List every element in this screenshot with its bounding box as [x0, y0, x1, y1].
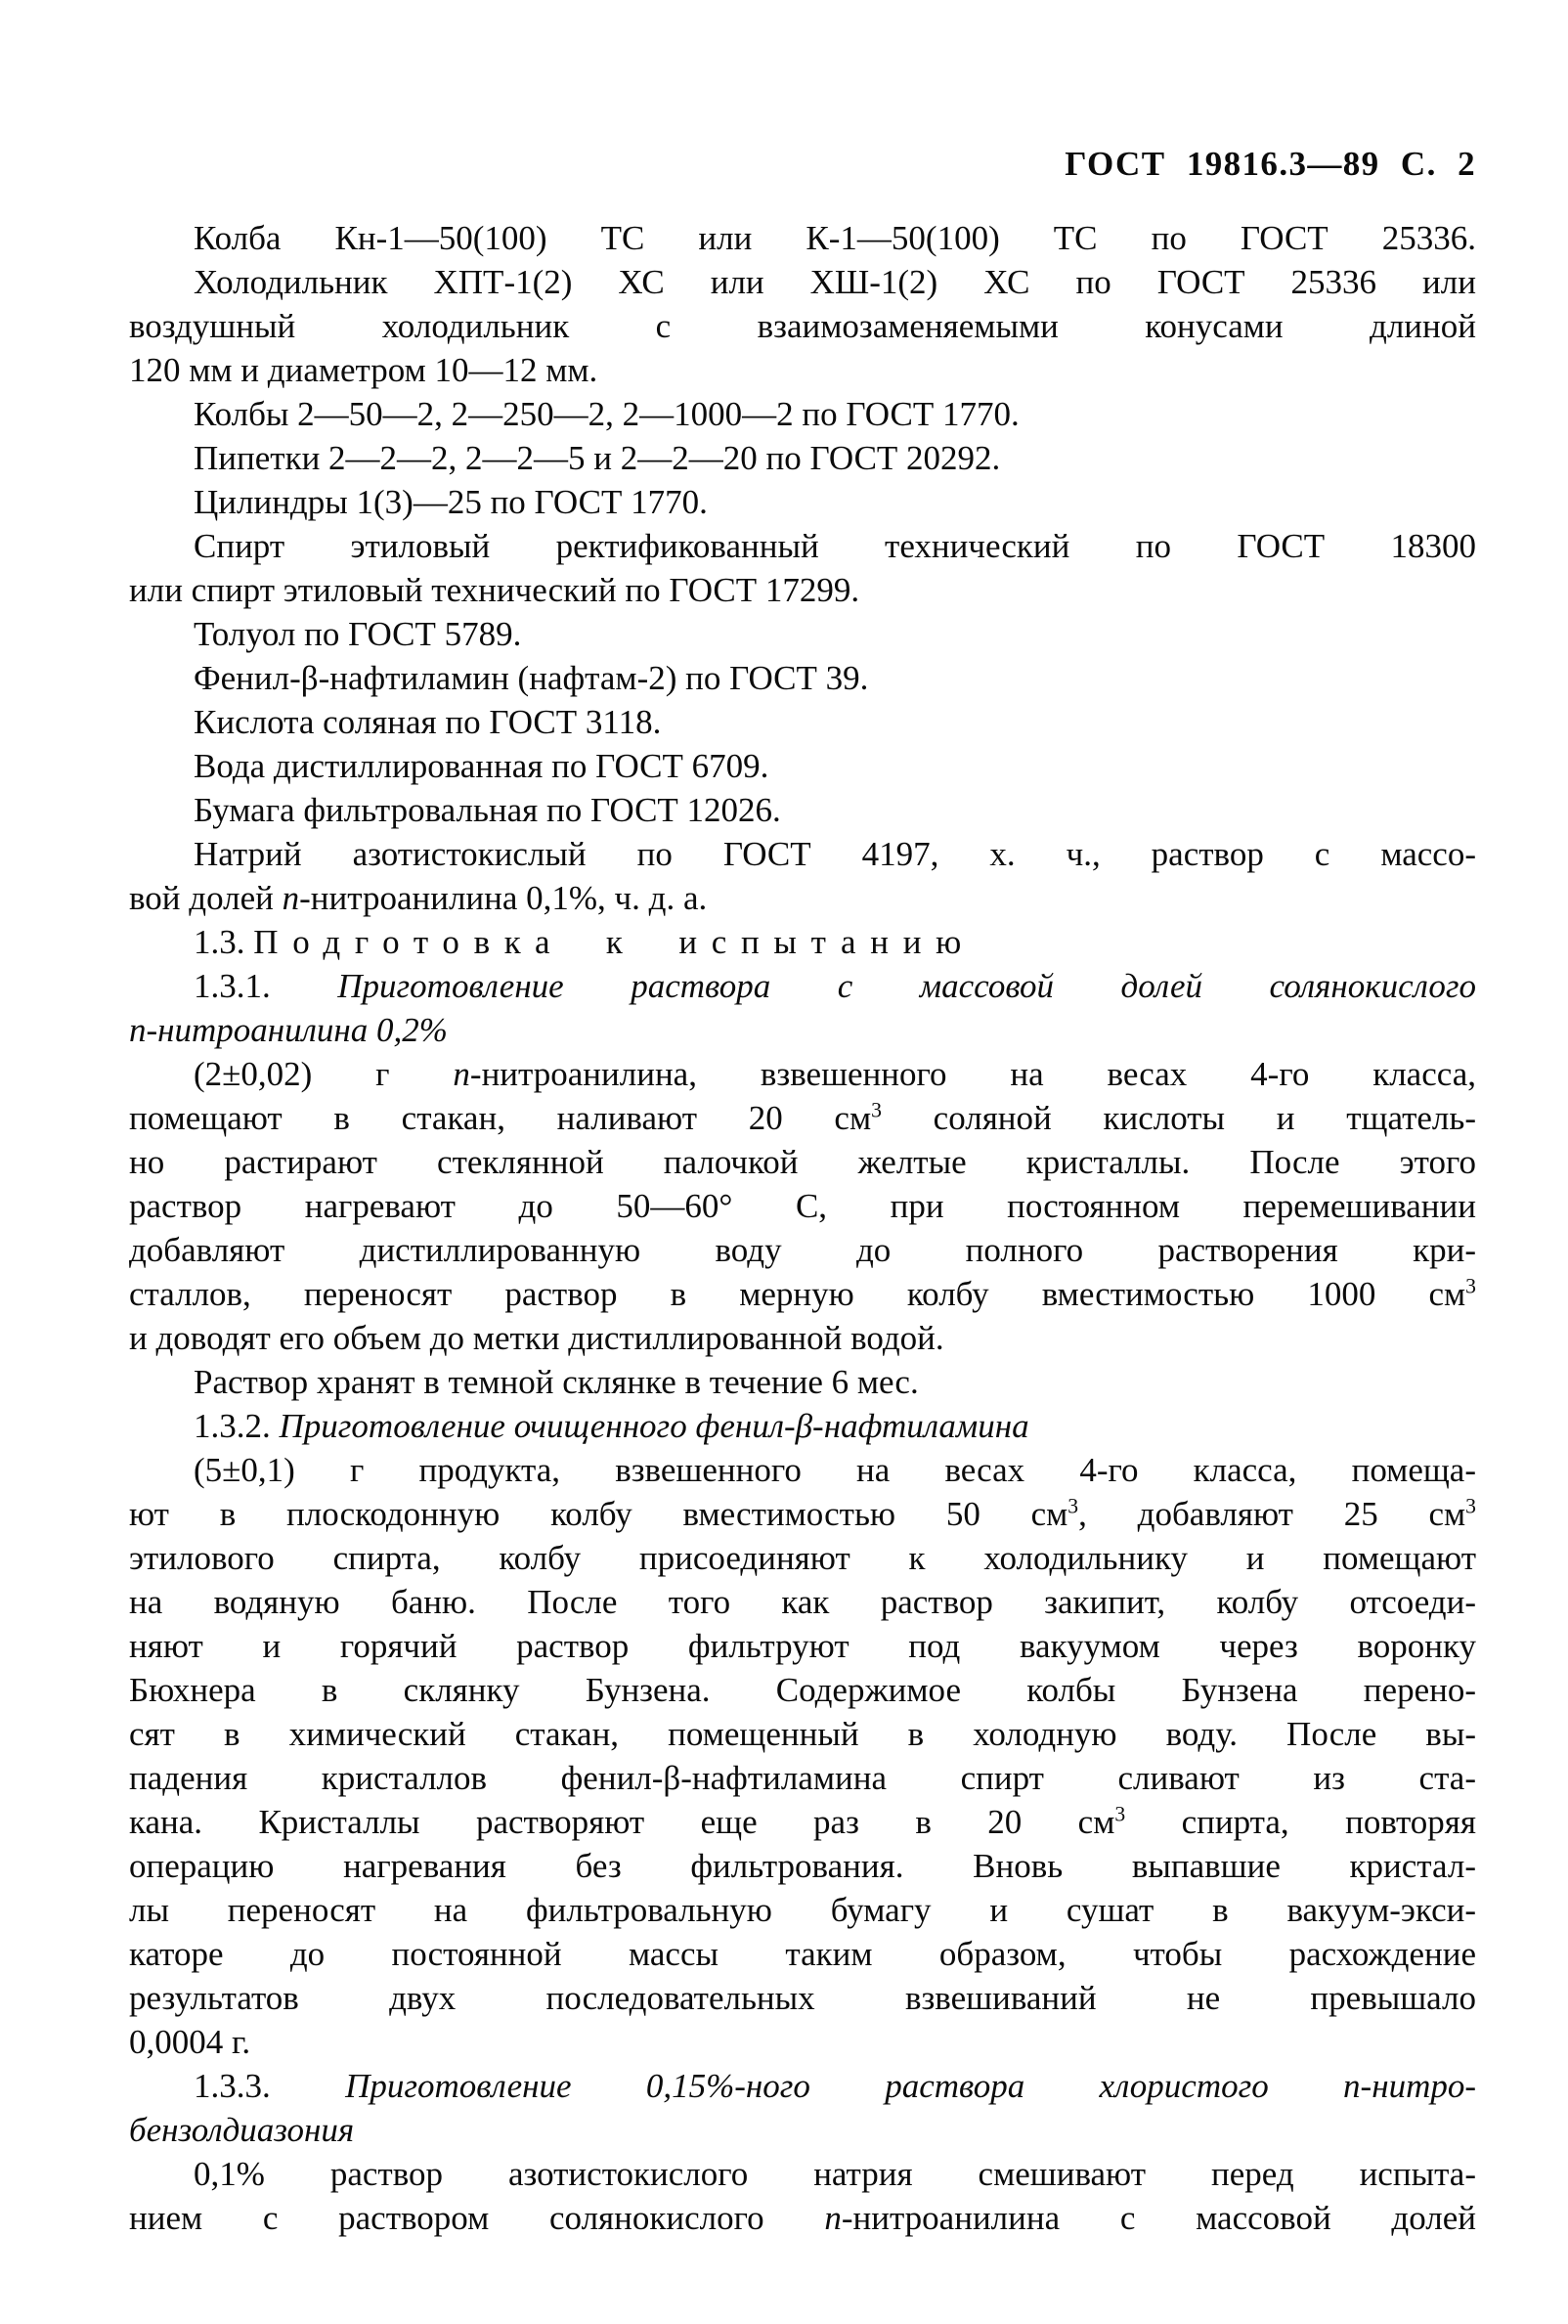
- text-segment: п: [282, 879, 300, 917]
- text-segment: (5±0,1) г продукта, взвешенного на весах 4-го класса, помеща-: [194, 1451, 1476, 1489]
- text-segment: 120 мм и диаметром 10—12 мм.: [129, 351, 598, 389]
- text-segment: -нитроанилина 0,1%, ч. д. а.: [299, 879, 708, 917]
- text-segment: -нитроанилина, взвешенного на весах 4-го класса,: [469, 1055, 1476, 1093]
- text-line: [129, 788, 1476, 832]
- text-line: [129, 1272, 1476, 1316]
- superscript: 3: [1465, 1274, 1476, 1298]
- text-segment: операцию нагревания без фильтрования. Вновь выпавшие кристал-: [129, 1847, 1476, 1885]
- text-segment: спирта, повторяя: [1125, 1803, 1477, 1841]
- text-segment: п-нитроанилина 0,2%: [129, 1011, 448, 1049]
- text-segment: Приготовление раствора с массовой долей солянокислого: [337, 967, 1476, 1005]
- page-header: ГОСТ 19816.3—89 С. 2: [1065, 145, 1476, 183]
- text-segment: (2±0,02) г: [194, 1055, 454, 1093]
- text-segment: Пипетки 2—2—2, 2—2—5 и 2—2—20 по ГОСТ 20292.: [194, 439, 1001, 477]
- text-line: [129, 392, 1476, 436]
- text-line: [129, 744, 1476, 788]
- text-line: [129, 876, 1476, 920]
- text-segment: , добавляют 25 см: [1078, 1495, 1466, 1533]
- text-line: [129, 700, 1476, 744]
- text-line: [129, 1800, 1476, 1844]
- text-segment: 1.3.1.: [194, 967, 338, 1005]
- text-line: [129, 1316, 1476, 1360]
- text-line: [129, 1844, 1476, 1888]
- text-line: [129, 2108, 1476, 2152]
- text-line: [129, 920, 1476, 964]
- text-line: [129, 1888, 1476, 1932]
- text-line: [129, 2064, 1476, 2108]
- text-segment: помещают в стакан, наливают 20 см: [129, 1099, 872, 1137]
- text-line: [129, 1668, 1476, 1712]
- text-segment: сят в химический стакан, помещенный в холодную воду. После вы-: [129, 1715, 1476, 1753]
- text-segment: воздушный холодильник с взаимозаменяемыми конусами длиной: [129, 307, 1476, 345]
- text-line: [129, 1932, 1476, 1976]
- text-segment: Раствор хранят в темной склянке в течение 6 мес.: [194, 1363, 919, 1401]
- text-segment: этилового спирта, колбу присоединяют к холодильнику и помещают: [129, 1539, 1476, 1577]
- text-segment: каторе до постоянной массы таким образом, чтобы расхождение: [129, 1935, 1476, 1973]
- text-segment: результатов двух последовательных взвешиваний не превышало: [129, 1979, 1476, 2017]
- text-line: [129, 2020, 1476, 2064]
- superscript: 3: [871, 1098, 882, 1122]
- text-segment: 1.3.: [194, 923, 254, 961]
- text-segment: п: [453, 1055, 470, 1093]
- text-segment: кана. Кристаллы растворяют еще раз в 20 см: [129, 1803, 1115, 1841]
- text-segment: Приготовление 0,15%-ного раствора хлористого п-нитро-: [345, 2067, 1476, 2105]
- text-line: [129, 2196, 1476, 2240]
- text-segment: лы переносят на фильтровальную бумагу и сушат в вакуум-экси-: [129, 1891, 1476, 1929]
- text-segment: Спирт этиловый ректификованный технический по ГОСТ 18300: [194, 527, 1476, 565]
- text-line: [129, 1536, 1476, 1580]
- text-line: [129, 1184, 1476, 1228]
- text-segment: Вода дистиллированная по ГОСТ 6709.: [194, 747, 769, 785]
- text-segment: Толуол по ГОСТ 5789.: [194, 615, 522, 653]
- superscript: 3: [1114, 1802, 1126, 1826]
- text-segment: но растирают стеклянной палочкой желтые кристаллы. После этого: [129, 1143, 1476, 1181]
- text-segment: раствор нагревают до 50—60° С, при постоянном перемешивании: [129, 1187, 1476, 1225]
- text-line: [129, 1228, 1476, 1272]
- text-line: [129, 304, 1476, 348]
- text-segment: п: [824, 2199, 842, 2237]
- text-line: [129, 612, 1476, 656]
- text-segment: Цилиндры 1(3)—25 по ГОСТ 1770.: [194, 483, 708, 521]
- text-segment: 1.3.2.: [194, 1407, 280, 1445]
- text-segment: сталлов, переносят раствор в мерную колбу вместимостью 1000 см: [129, 1275, 1466, 1313]
- text-line: [129, 1052, 1476, 1096]
- text-line: [129, 216, 1476, 260]
- text-segment: 1.3.3.: [194, 2067, 346, 2105]
- text-line: [129, 480, 1476, 524]
- text-line: [129, 1712, 1476, 1756]
- text-line: [129, 1492, 1476, 1536]
- text-segment: няют и горячий раствор фильтруют под вакуумом через воронку: [129, 1627, 1476, 1665]
- text-line: [129, 568, 1476, 612]
- superscript: 3: [1067, 1494, 1079, 1518]
- text-line: [129, 524, 1476, 568]
- text-line: [129, 1580, 1476, 1624]
- text-segment: Колбы 2—50—2, 2—250—2, 2—1000—2 по ГОСТ 1770.: [194, 395, 1020, 433]
- text-line: [129, 1976, 1476, 2020]
- text-segment: Колба Кн-1—50(100) ТС или К-1—50(100) ТС по ГОСТ 25336.: [194, 219, 1476, 257]
- text-segment: -нитроанилина с массовой долей: [841, 2199, 1476, 2237]
- text-line: [129, 260, 1476, 304]
- text-segment: Кислота соляная по ГОСТ 3118.: [194, 703, 662, 741]
- text-line: [129, 656, 1476, 700]
- text-segment: вой долей: [129, 879, 283, 917]
- text-segment: добавляют дистиллированную воду до полного растворения кри-: [129, 1231, 1476, 1269]
- text-line: [129, 1096, 1476, 1140]
- text-segment: 0,0004 г.: [129, 2023, 251, 2061]
- text-line: [129, 1404, 1476, 1448]
- text-segment: падения кристаллов фенил-β-нафтиламина спирт сливают из ста-: [129, 1759, 1476, 1797]
- text-line: [129, 348, 1476, 392]
- text-segment: Бюхнера в склянку Бунзена. Содержимое колбы Бунзена перено-: [129, 1671, 1476, 1709]
- text-line: [129, 1008, 1476, 1052]
- text-segment: или спирт этиловый технический по ГОСТ 17299.: [129, 571, 860, 609]
- text-segment: бензолдиазония: [129, 2111, 355, 2149]
- text-segment: на водяную баню. После того как раствор закипит, колбу отсоеди-: [129, 1583, 1476, 1621]
- text-segment: Бумага фильтровальная по ГОСТ 12026.: [194, 791, 781, 829]
- text-line: [129, 1448, 1476, 1492]
- text-line: [129, 1140, 1476, 1184]
- text-line: [129, 1756, 1476, 1800]
- text-line: [129, 964, 1476, 1008]
- text-segment: 0,1% раствор азотистокислого натрия смешивают перед испыта-: [194, 2155, 1476, 2193]
- document-body-text: [129, 216, 1476, 2240]
- text-segment: и доводят его объем до метки дистиллированной водой.: [129, 1319, 944, 1357]
- text-segment: Приготовление очищенного фенил-β-нафтиламина: [279, 1407, 1029, 1445]
- text-segment: Фенил-β-нафтиламин (нафтам-2) по ГОСТ 39.: [194, 659, 869, 697]
- text-segment: Подготовка к испытанию: [253, 923, 976, 961]
- text-segment: нием с раствором солянокислого: [129, 2199, 825, 2237]
- text-line: [129, 1360, 1476, 1404]
- text-segment: ют в плоскодонную колбу вместимостью 50 см: [129, 1495, 1068, 1533]
- text-line: [129, 436, 1476, 480]
- superscript: 3: [1465, 1494, 1477, 1518]
- text-segment: Холодильник ХПТ-1(2) ХС или ХШ-1(2) ХС по ГОСТ 25336 или: [194, 263, 1476, 301]
- text-segment: Натрий азотистокислый по ГОСТ 4197, х. ч., раствор с массо-: [194, 835, 1476, 873]
- text-segment: соляной кислоты и тщатель-: [881, 1099, 1476, 1137]
- text-line: [129, 1624, 1476, 1668]
- text-line: [129, 2152, 1476, 2196]
- text-line: [129, 832, 1476, 876]
